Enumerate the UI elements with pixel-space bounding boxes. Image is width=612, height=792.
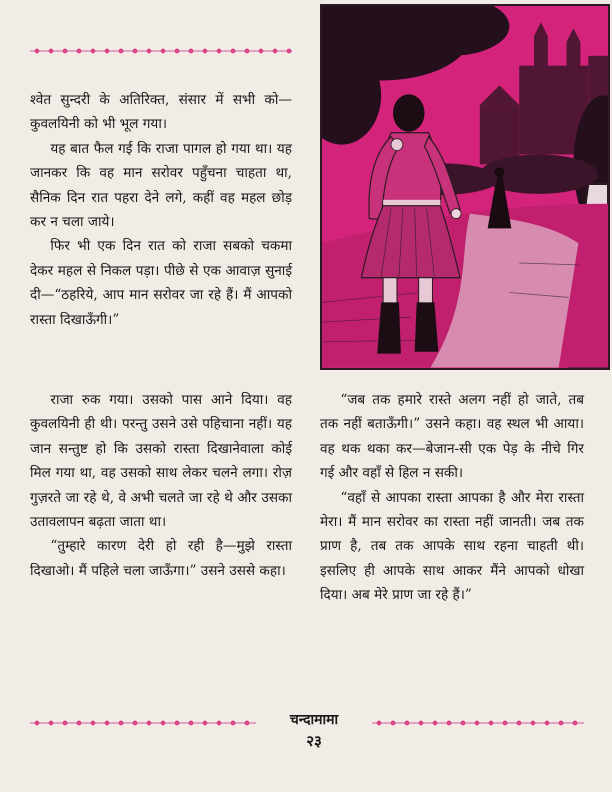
story-illustration-icon	[322, 6, 608, 368]
text-column-right	[320, 388, 584, 608]
story-paragraph-6: “जब तक हमारे रास्ते अलग नहीं हो जाते, तब तक नहीं बताऊँगी।” उसने कहा। वह स्थल भी आया। वह थक थका कर—बेजान-सी एक पेड़ के नीचे गिर गई और वहाँ से हिल न सकी।	[320, 392, 584, 482]
decorative-border-bottom-right	[372, 716, 584, 730]
decorative-border-bottom-left	[30, 716, 256, 730]
story-illustration	[320, 4, 610, 370]
page-number: २३	[306, 732, 322, 750]
story-paragraph-3: फिर भी एक दिन रात को राजा सबको चकमा देकर महल से निकल पड़ा। पीछे से एक आवाज़ सुनाई दी—“ठहरिये, आप मान सरोवर जा रहे हैं। मैं आपको रास्ता दिखाऊँगी।”	[30, 238, 292, 328]
story-paragraph-4: राजा रुक गया। उसको पास आने दिया। वह कुवलयिनी ही थी। परन्तु उसने उसे पहिचाना नहीं। यह जान सन्तुष्ट हो कि उसको रास्ता दिखानेवाला कोई मिल गया था, वह उसको साथ लेकर चलने लगा। रोज़ गुज़रते जा रहे थे, वे अभी चलते जा रहे थे और उसका उतावलापन बढ़ता जाता था।	[30, 392, 292, 531]
decorative-border-top	[30, 44, 292, 58]
story-paragraph-2: यह बात फैल गई कि राजा पागल हो गया था। यह जानकर कि वह मान सरोवर पहुँचना चाहता था, सैनिक दिन रात पहरा देने लगे, कहीं वह महल छोड़ कर न चला जाये।	[30, 140, 292, 231]
story-paragraph-5: “तुम्हारे कारण देरी हो रही है—मुझे रास्ता दिखाओ। मैं पहिले चला जाऊँगा।” उसने उससे कहा।	[30, 538, 292, 579]
magazine-title: चन्दामामा	[289, 712, 339, 728]
story-paragraph-1: श्वेत सुन्दरी के अतिरिक्त, संसार में सभी को—कुवलयिनी को भी भूल गया।	[30, 92, 292, 133]
text-column-left-bottom	[30, 388, 292, 583]
text-column-left-top	[30, 88, 292, 332]
story-paragraph-7: “वहाँ से आपका रास्ता आपका है और मेरा रास्ता मेरा। मैं मान सरोवर का रास्ता नहीं जानती। जब तक प्राण है, तब तक आपके साथ रहना चाहती थी। इसलिए ही आपके साथ आकर मैंने आपको धोखा दिया। अब मेरे प्राण जा रहे हैं।”	[320, 489, 584, 604]
